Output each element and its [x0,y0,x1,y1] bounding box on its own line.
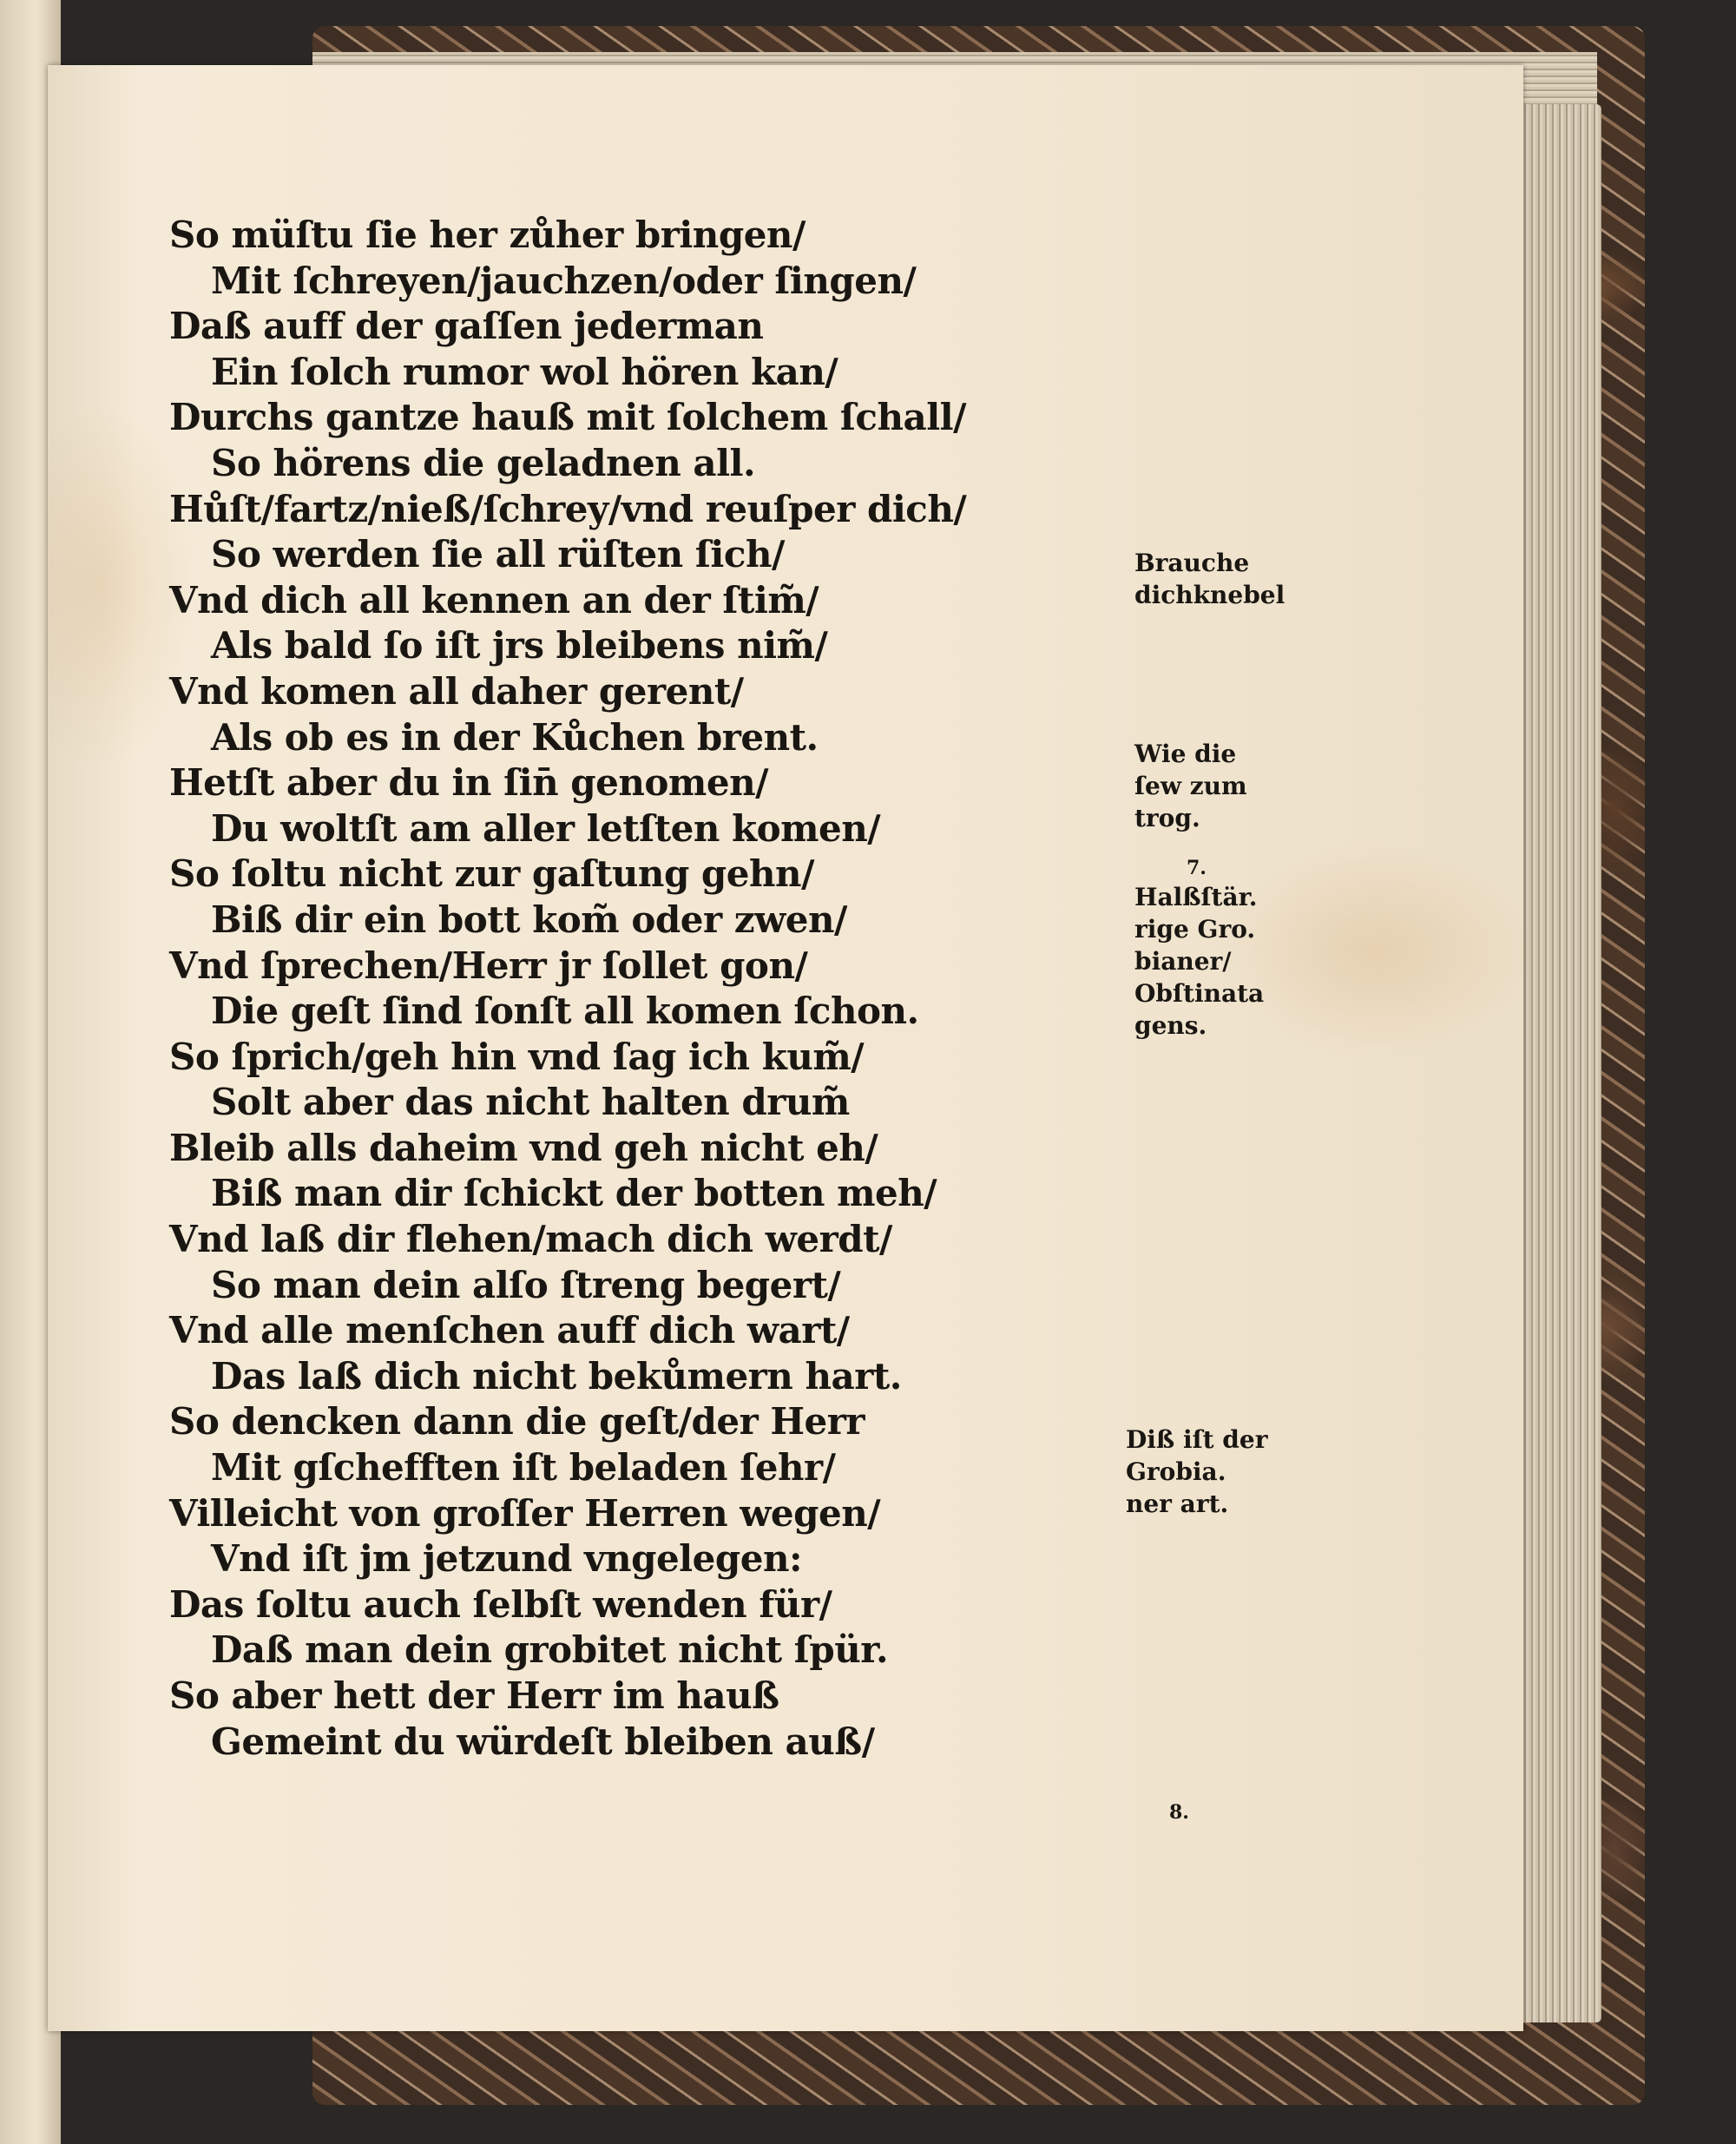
margin-note-line: rige Gro. [1134,915,1256,944]
margin-note-line: Brauche [1134,549,1250,577]
page-fore-edges [1515,104,1601,2022]
verse-line: Hetſt aber du in ſin̄ genomen/ [169,761,768,805]
verse-line: Die geſt ſind ſonſt all komen ſchon. [211,990,919,1033]
verse-line: So hörens die geladnen all. [211,441,756,484]
verse-line: So dencken dann die geſt/der Herr [169,1400,865,1444]
verse-line: So ſprich/geh hin vnd ſag ich kum̃/ [169,1035,865,1078]
margin-note-2 [1134,738,1247,834]
margin-note-line: Grobia. [1126,1457,1226,1486]
margin-note-3 [1134,881,1264,1042]
verse-line: Vnd alle menſchen auff dich wart/ [169,1309,850,1352]
verse-line: Als ob es in der Kůchen brent. [211,715,819,759]
verse-line: So man dein alſo ſtreng begert/ [211,1263,841,1306]
verse-line: Ein ſolch rumor wol hören kan/ [211,350,838,393]
verse-text [169,213,966,1765]
verse-line: Das ſoltu auch ſelbſt wenden für/ [169,1582,832,1626]
margin-note-line: Halßſtär. [1134,883,1258,911]
verse-line: Hůſt/fartz/nieß/ſchrey/vnd reuſper dich/ [169,487,967,530]
verse-line: So müſtu ſie her zůher bringen/ [169,214,806,256]
margin-note-line: ner art. [1126,1490,1229,1518]
verse-line: Solt aber das nicht halten drum̃ [211,1081,850,1124]
verse-line: Daß auff der gaſſen jederman [169,305,764,348]
book-page [48,65,1523,2031]
margin-note-line: Diß iſt der [1126,1425,1268,1454]
margin-note-line: trog. [1134,804,1200,832]
verse-line: Daß man dein grobitet nicht ſpür. [211,1628,889,1672]
margin-note-line: Obſtinata [1134,979,1265,1008]
verse-line: Gemeint du würdeſt bleiben auß/ [211,1720,875,1763]
verse-line: Mit ſchreyen/jauchzen/oder ſingen/ [211,259,917,302]
verse-line: Du woltſt am aller letſten komen/ [211,806,881,850]
margin-note-line: bianer/ [1134,947,1232,976]
margin-note-line: gens. [1134,1011,1207,1040]
margin-note-line: ſew zum [1134,772,1247,800]
verse-line: So werden ſie all rüſten ſich/ [211,533,785,576]
verse-line: Durchs gantze hauß mit ſolchem ſchall/ [169,396,966,439]
verse-line: Mit gſchefften iſt beladen ſehr/ [211,1446,836,1490]
verse-line: Vnd iſt jm jetzund vngelegen: [211,1537,802,1581]
verse-line: Vnd laß dir flehen/mach dich werdt/ [169,1218,892,1261]
verse-line: Biß man dir ſchickt der botten meh/ [211,1172,937,1215]
verse-line: Bleib alls daheim vnd geh nicht eh/ [169,1126,878,1169]
marginal-number: 7. [1187,857,1207,879]
verse-line: Das laß dich nicht bekůmern hart. [211,1354,902,1398]
margin-note-1 [1134,547,1285,611]
signature-mark: 8. [1169,1801,1189,1824]
margin-note-line: dichknebel [1134,581,1286,609]
verse-line: Vnd komen all daher gerent/ [169,669,744,713]
verse-line: Vnd ſprechen/Herr jr ſollet gon/ [169,944,808,987]
verse-line: So aber hett der Herr im hauß [169,1674,779,1717]
margin-note-line: Wie die [1134,740,1237,768]
verse-line: So ſoltu nicht zur gaſtung gehn/ [169,852,814,896]
verse-line: Villeicht von groſſer Herren wegen/ [169,1491,881,1535]
verse-line: Vnd dich all kennen an der ſtim̃/ [169,578,819,621]
verse-line: Biß dir ein bott kom̃ oder zwen/ [211,898,847,941]
margin-note-4 [1126,1424,1267,1520]
verse-line: Als bald ſo iſt jrs bleibens nim̃/ [211,624,828,668]
